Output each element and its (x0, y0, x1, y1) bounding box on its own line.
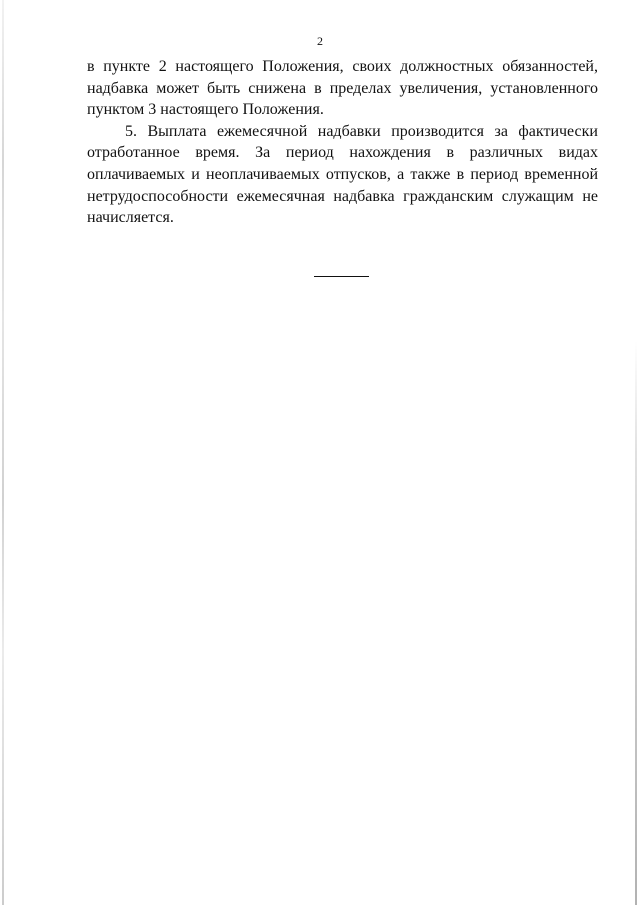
document-body (87, 56, 598, 229)
paragraph-item-5: 5. Выплата ежемесячной надбавки производится за фактически отработанное время. За период нахождения в различных видах оплачиваемых и неоплачиваемых отпусков, а также в период временной нетрудоспособности ежемесячная надбавка гражданским служащим не начисляется. (87, 122, 598, 227)
page-number: 2 (317, 34, 323, 48)
scan-edge-left (2, 0, 4, 905)
closing-rule (314, 276, 369, 277)
paragraph-continuation: в пункте 2 настоящего Положения, своих должностных обязанностей, надбавка может быть снижена в пределах увеличения, установленного пунктом 3 настоящего Положения. (87, 58, 598, 119)
scan-edge-right (635, 340, 637, 905)
